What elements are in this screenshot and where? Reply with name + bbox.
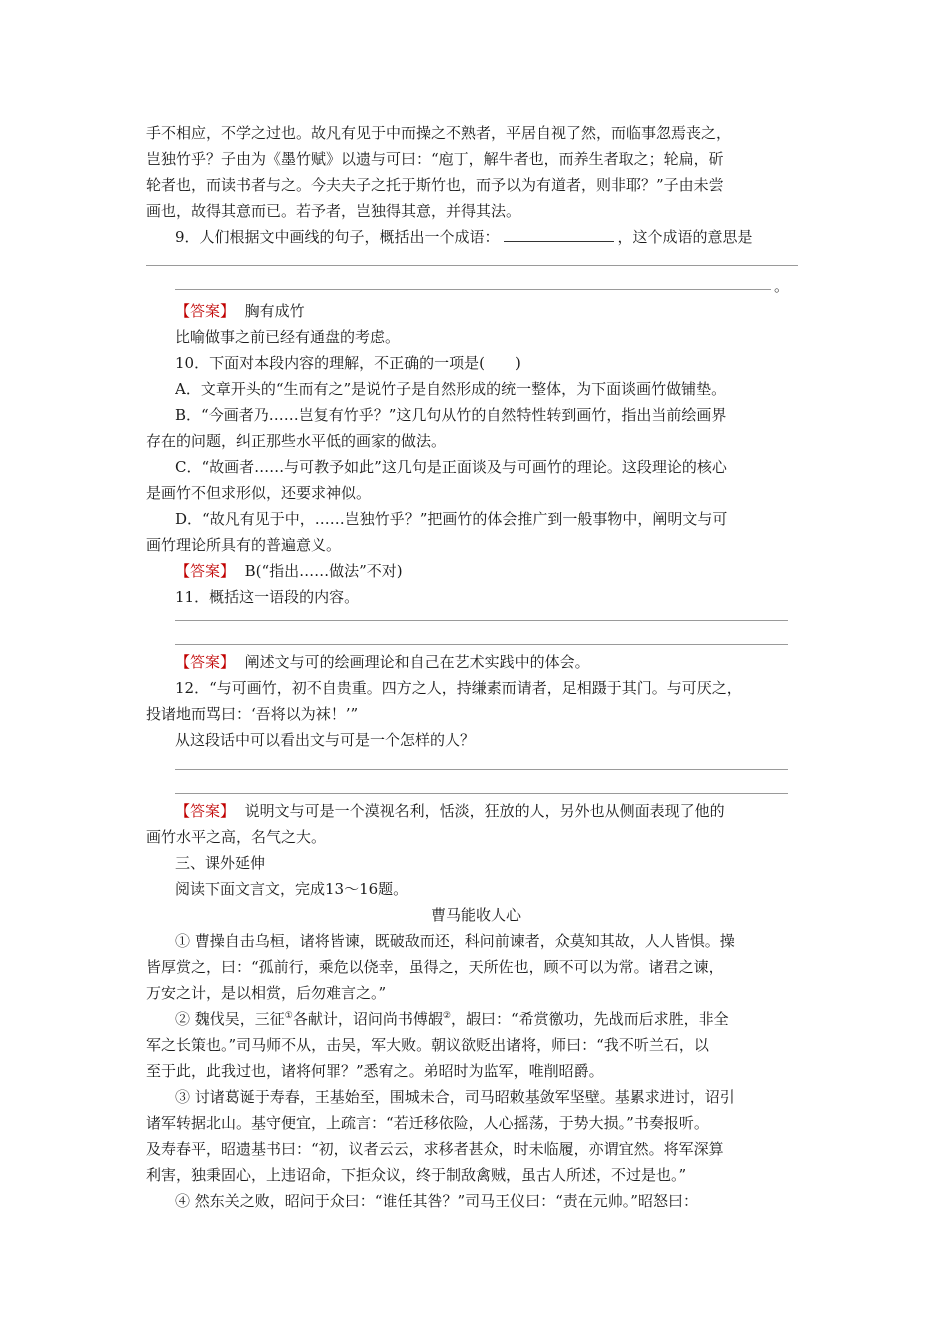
paragraph-2-text: ，嘏曰：“希赏徼功，先战而后求胜，非全 bbox=[450, 1010, 729, 1028]
answer-line[interactable] bbox=[175, 644, 788, 645]
option-b: B．“今画者乃……岂复有竹乎？”这几句从竹的自然特性转到画竹，指出当前绘画界 bbox=[175, 406, 727, 424]
question-10: 10．下面对本段内容的理解，不正确的一项是( ) bbox=[175, 354, 521, 372]
passage-line: 轮者也，而读书者与之。今夫夫子之托于斯竹也，而予以为有道者，则非耶？”子由未尝 bbox=[146, 176, 724, 194]
answer-10 bbox=[175, 559, 806, 583]
answer-line[interactable] bbox=[175, 769, 788, 770]
answer-text: B(“指出……做法”不对) bbox=[244, 562, 403, 580]
end-mark: 。 bbox=[774, 277, 790, 295]
option-a: A．文章开头的“生而有之”是说竹子是自然形成的统一整体，为下面谈画竹做铺垫。 bbox=[175, 380, 727, 398]
answer-tag: 【答案】 bbox=[175, 653, 236, 671]
answer-12-cont: 画竹水平之高，名气之大。 bbox=[146, 828, 327, 846]
paragraph-3-cont: 及寿春平，昭遗基书曰：“初，议者云云，求移者甚众，时未临履，亦谓宜然。将军深算 bbox=[146, 1140, 724, 1158]
answer-tag: 【答案】 bbox=[175, 302, 236, 320]
answer-line[interactable] bbox=[146, 265, 798, 266]
answer-tag: 【答案】 bbox=[175, 802, 236, 820]
answer-line[interactable] bbox=[175, 620, 788, 621]
answer-text: 阐述文与可的绘画理论和自己在艺术实践中的体会。 bbox=[244, 653, 590, 671]
question-9-prefix: 9．人们根据文中画线的句子，概括出一个成语： bbox=[175, 228, 500, 246]
question-9-suffix: ，这个成语的意思是 bbox=[617, 228, 753, 246]
option-c: C．“故画者……与可教予如此”这几句是正面谈及与可画竹的理论。这段理论的核心 bbox=[175, 458, 727, 476]
paragraph-3-cont: 利害，独秉固心，上违诏命，下拒众议，终于制敌禽贼，虽古人所述，不过是也。” bbox=[146, 1166, 687, 1184]
option-b-cont: 存在的问题，纠正那些水平低的画家的做法。 bbox=[146, 432, 447, 450]
answer-line[interactable] bbox=[175, 793, 788, 794]
footnote-marker[interactable]: ② bbox=[442, 1011, 451, 1021]
paragraph-2-text: ② 魏伐吴，三征 bbox=[175, 1010, 285, 1028]
answer-text: 说明文与可是一个漠视名利，恬淡，狂放的人，另外也从侧面表现了他的 bbox=[244, 802, 725, 820]
passage-line: 手不相应，不学之过也。故凡有见于中而操之不熟者，平居自视了然，而临事忽焉丧之， bbox=[146, 124, 732, 142]
paragraph-2-text: 各献计，诏问尚书傅嘏 bbox=[292, 1010, 443, 1028]
paragraph-2-cont: 军之长策也。”司马师不从，击吴，军大败。朝议欲贬出诸将，师曰：“我不听兰石，以 bbox=[146, 1036, 709, 1054]
passage-title: 曹马能收人心 bbox=[430, 906, 521, 924]
question-12-cont: 投诸地而骂曰：‘吾将以为袜！’” bbox=[146, 705, 359, 723]
option-c-cont: 是画竹不但求形似，还要求神似。 bbox=[146, 484, 372, 502]
passage-line: 画也，故得其意而已。若予者，岂独得其意，并得其法。 bbox=[146, 202, 522, 220]
paragraph-2-cont: 至于此，此我过也，诸将何罪？”悉宥之。弟昭时为监军，唯削昭爵。 bbox=[146, 1062, 604, 1080]
section-heading: 三、课外延伸 bbox=[175, 854, 266, 872]
answer-text: 胸有成竹 bbox=[244, 302, 305, 320]
question-9 bbox=[175, 225, 806, 249]
question-12-ask: 从这段话中可以看出文与可是一个怎样的人？ bbox=[175, 731, 476, 749]
paragraph-4: ④ 然东关之败，昭问于众曰：“谁任其咎？”司马王仪曰：“责在元帅。”昭怒曰： bbox=[175, 1192, 698, 1210]
answer-11 bbox=[175, 650, 806, 674]
question-11: 11．概括这一语段的内容。 bbox=[175, 588, 360, 606]
option-d: D．“故凡有见于中，……岂独竹乎？”把画竹的体会推广到一般事物中，阐明文与可 bbox=[175, 510, 728, 528]
answer-12 bbox=[175, 799, 806, 823]
paragraph-1-cont: 皆厚赏之，曰：“孤前行，乘危以侥幸，虽得之，天所佐也，顾不可以为常。诸君之谏， bbox=[146, 958, 724, 976]
answer-line[interactable] bbox=[175, 289, 771, 290]
paragraph-3: ③ 讨诸葛诞于寿春，王基始至，围城未合，司马昭敕基敛军坚壁。基累求进讨，诏引 bbox=[175, 1088, 735, 1106]
paragraph-2 bbox=[175, 1007, 806, 1031]
question-12: 12．“与可画竹，初不自贵重。四方之人，持缣素而请者，足相蹑于其门。与可厌之， bbox=[175, 679, 742, 697]
footnote-marker[interactable]: ① bbox=[284, 1011, 293, 1021]
paragraph-1: ① 曹操自击乌桓，诸将皆谏，既破敌而还，科问前谏者，众莫知其故，人人皆惧。操 bbox=[175, 932, 735, 950]
section-instruction: 阅读下面文言文，完成13～16题。 bbox=[175, 880, 409, 898]
answer-blank[interactable] bbox=[504, 227, 614, 242]
passage-line: 岂独竹乎？子由为《墨竹赋》以遗与可曰：“庖丁，解牛者也，而养生者取之；轮扁，斫 bbox=[146, 150, 724, 168]
answer-tag: 【答案】 bbox=[175, 562, 236, 580]
answer-9-explanation: 比喻做事之前已经有通盘的考虑。 bbox=[175, 328, 401, 346]
option-d-cont: 画竹理论所具有的普遍意义。 bbox=[146, 536, 342, 554]
paragraph-3-cont: 诸军转据北山。基守便宜，上疏言：“若迁移依险，人心摇荡，于势大损。”书奏报听。 bbox=[146, 1114, 709, 1132]
answer-9 bbox=[175, 299, 806, 323]
paragraph-1-cont: 万安之计，是以相赏，后勿难言之。” bbox=[146, 984, 387, 1002]
